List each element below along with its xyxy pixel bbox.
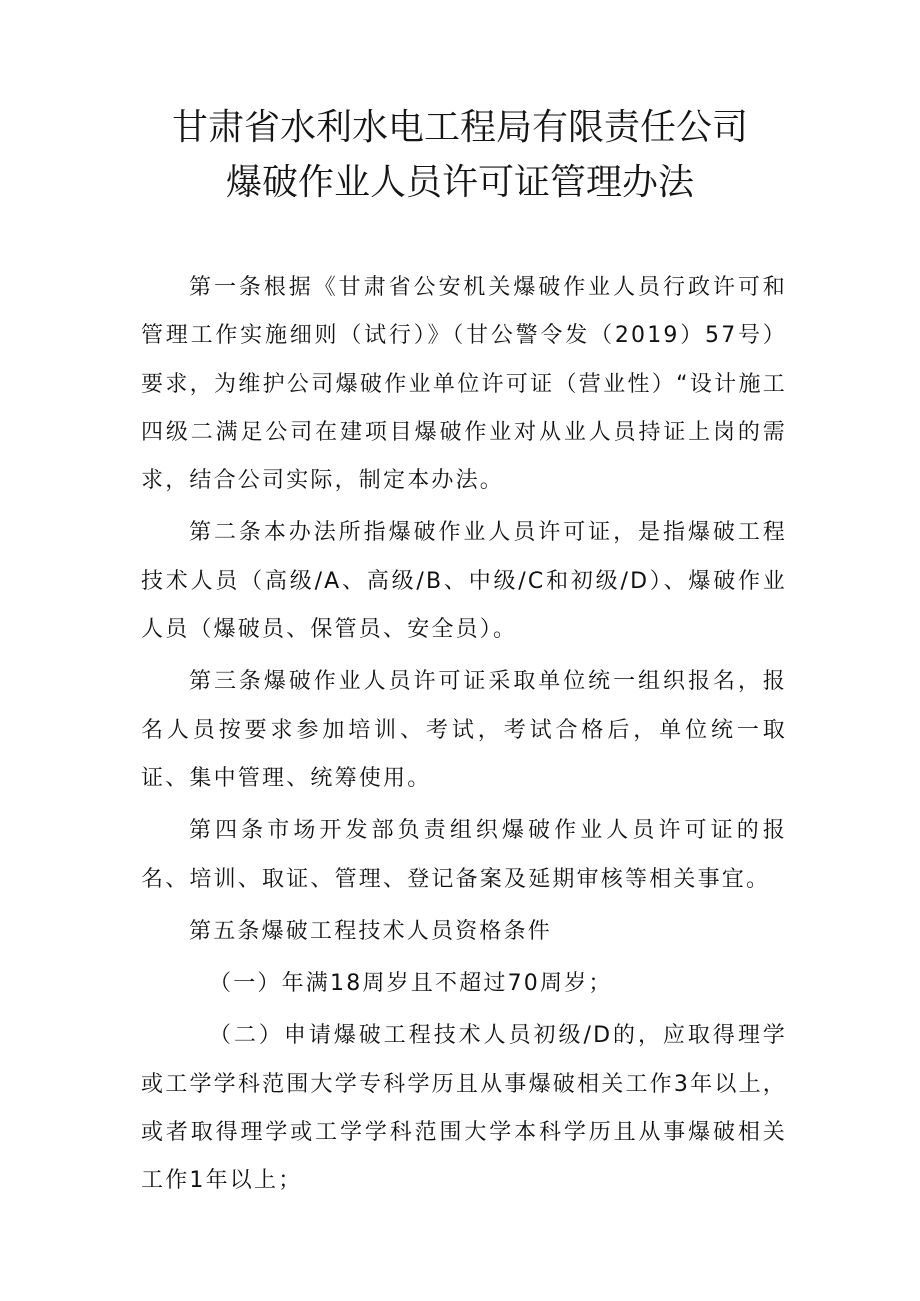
article-1-paragraph: 第一条根据《甘肃省公安机关爆破作业人员行政许可和管理工作实施细则（试行）》（甘公警令发（2019）57号）要求，为维护公司爆破作业单位许可证（营业性）“设计施工四级二满足公司在建项目爆破作业对从业人员持证上岗的需求，结合公司实际，制定本办法。 xyxy=(141,275,787,494)
article-5-item-1: （一）年满18周岁且不超过70周岁； xyxy=(209,971,613,997)
document-title-line1: 甘肃省水利水电工程局有限责任公司 xyxy=(171,107,748,148)
article-3-paragraph: 第三条爆破作业人员许可证采取单位统一组织报名，报名人员按要求参加培训、考试，考试合格后，单位统一取证、集中管理、统筹使用。 xyxy=(141,669,787,791)
article-5-item-2: （二）申请爆破工程技术人员初级/D的，应取得理学或工学学科范围大学专科学历且从事爆破相关工作3年以上，或者取得理学或工学学科范围大学本科学历且从事爆破相关工作1年以上； xyxy=(141,1023,787,1194)
article-5-heading: 第五条爆破工程技术人员资格条件 xyxy=(189,918,553,944)
document-title-line2: 爆破作业人员许可证管理办法 xyxy=(225,162,694,203)
article-4-paragraph: 第四条市场开发部负责组织爆破作业人员许可证的报名、培训、取证、管理、登记备案及延期审核等相关事宜。 xyxy=(141,818,787,892)
article-2-paragraph: 第二条本办法所指爆破作业人员许可证，是指爆破工程技术人员（高级/A、高级/B、中级/C和初级/D）、爆破作业人员（爆破员、保管员、安全员）。 xyxy=(141,520,787,643)
document-body xyxy=(141,264,787,1206)
